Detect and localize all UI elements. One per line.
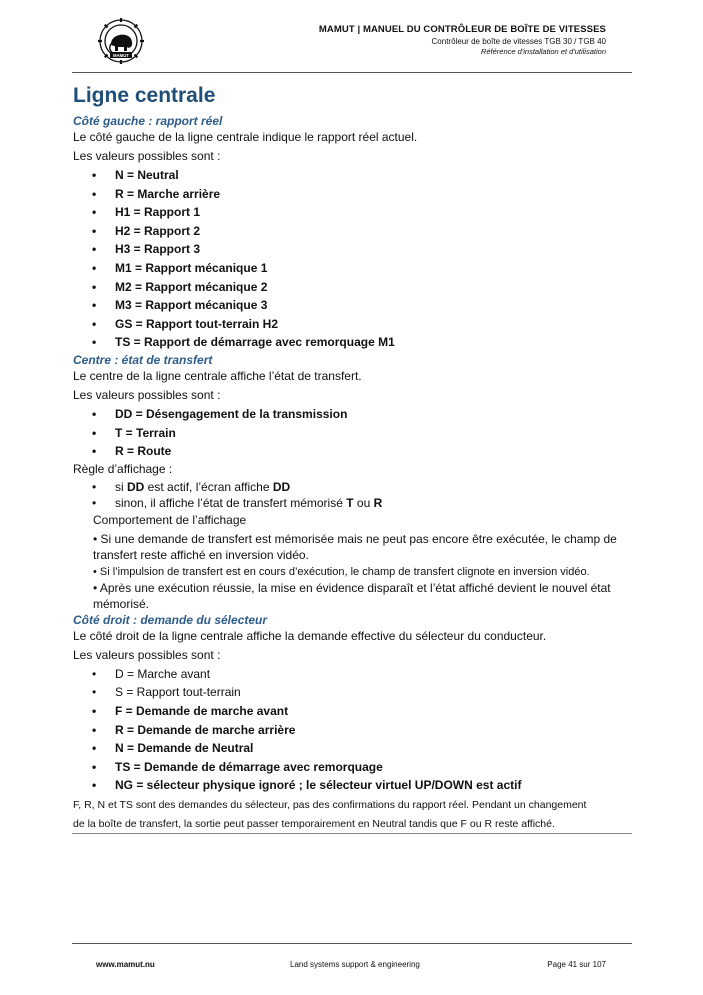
list-item: • DD = Désengagement de la transmission	[73, 405, 633, 424]
behavior-item: • Après une exécution réussie, la mise en évidence disparaît et l’état affiché devient le nouvel état mémorisé.	[93, 580, 611, 611]
page-header	[72, 14, 632, 73]
list-item: • H3 = Rapport 3	[73, 240, 633, 259]
footer-website[interactable]: www.mamut.nu	[96, 960, 155, 969]
list-item: • GS = Rapport tout-terrain H2	[73, 315, 633, 334]
section-heading-center: Centre : état de transfert	[73, 352, 213, 367]
list-item: • M3 = Rapport mécanique 3	[73, 296, 633, 315]
header-subtitle: Contrôleur de boîte de vitesses TGB 30 / TGB 40	[431, 37, 606, 46]
behavior-item: • Si une demande de transfert est mémorisée mais ne peut pas encore être exécutée, le champ de transfert reste affiché en inversion vidéo.	[93, 531, 617, 562]
right-values-intro: Les valeurs possibles sont :	[73, 647, 221, 662]
list-item: • F = Demande de marche avant	[73, 702, 633, 721]
right-values-list	[73, 665, 633, 795]
left-values-list	[73, 166, 633, 352]
list-item: • TS = Demande de démarrage avec remorquage	[73, 758, 633, 777]
left-intro: Le côté gauche de la ligne centrale indique le rapport réel actuel.	[73, 130, 418, 144]
section-heading-left: Côté gauche : rapport réel	[73, 114, 223, 128]
list-item: • R = Route	[73, 442, 633, 461]
header-title: MAMUT | MANUEL DU CONTRÔLEUR DE BOÎTE DE VITESSES	[318, 24, 606, 35]
page-footer	[72, 943, 632, 974]
list-item: • H1 = Rapport 1	[73, 203, 633, 222]
list-item: • N = Demande de Neutral	[73, 739, 633, 758]
footer-page-number: Page 41 sur 107	[547, 960, 606, 969]
selector-note: F, R, N et TS sont des demandes du sélecteur, pas des confirmations du rapport réel. Pendant un changement de la boîte de transfert, la sortie peut passer temporairement en Neutral tandis que F ou R reste affiché.	[73, 798, 587, 830]
page-title: Ligne centrale	[73, 84, 216, 107]
list-item: • M2 = Rapport mécanique 2	[73, 278, 633, 297]
display-rule-list	[73, 479, 633, 512]
list-item: • N = Neutral	[73, 166, 633, 185]
right-intro: Le côté droit de la ligne centrale affiche la demande effective du sélecteur du conducteur.	[73, 628, 547, 643]
header-subtitle-reference: Référence d'installation et d'utilisation	[480, 47, 606, 56]
left-values-intro: Les valeurs possibles sont :	[73, 149, 221, 163]
center-values-list	[73, 405, 633, 461]
page-content	[73, 82, 633, 834]
display-rule-label: Règle d’affichage :	[73, 461, 173, 476]
center-values-intro: Les valeurs possibles sont :	[73, 387, 221, 402]
list-item: • sinon, il affiche l’état de transfert mémorisé T ou R	[73, 495, 633, 512]
section-heading-right: Côté droit : demande du sélecteur	[73, 612, 268, 627]
list-item: • M1 = Rapport mécanique 1	[73, 259, 633, 278]
list-item: • D = Marche avant	[73, 665, 633, 684]
list-item: • T = Terrain	[73, 424, 633, 443]
center-intro: Le centre de la ligne centrale affiche l’état de transfert.	[73, 368, 362, 383]
footer-company: Land systems support & engineering	[290, 960, 420, 969]
list-item: • si DD est actif, l’écran affiche DD	[73, 479, 633, 496]
list-item: • R = Demande de marche arrière	[73, 721, 633, 740]
behavior-item: • Si l’impulsion de transfert est en cours d’exécution, le champ de transfert clignote en inversion vidéo.	[93, 565, 590, 578]
list-item: • S = Rapport tout-terrain	[73, 683, 633, 702]
list-item: • TS = Rapport de démarrage avec remorquage M1	[73, 333, 633, 352]
list-item: • R = Marche arrière	[73, 185, 633, 204]
list-item: • H2 = Rapport 2	[73, 222, 633, 241]
section-divider	[72, 833, 632, 834]
mamut-logo-icon	[97, 17, 145, 65]
svg-text:MAMUT: MAMUT	[113, 53, 129, 58]
list-item: • NG = sélecteur physique ignoré ; le sélecteur virtuel UP/DOWN est actif	[73, 776, 633, 795]
behavior-label: Comportement de l’affichage	[93, 512, 247, 527]
